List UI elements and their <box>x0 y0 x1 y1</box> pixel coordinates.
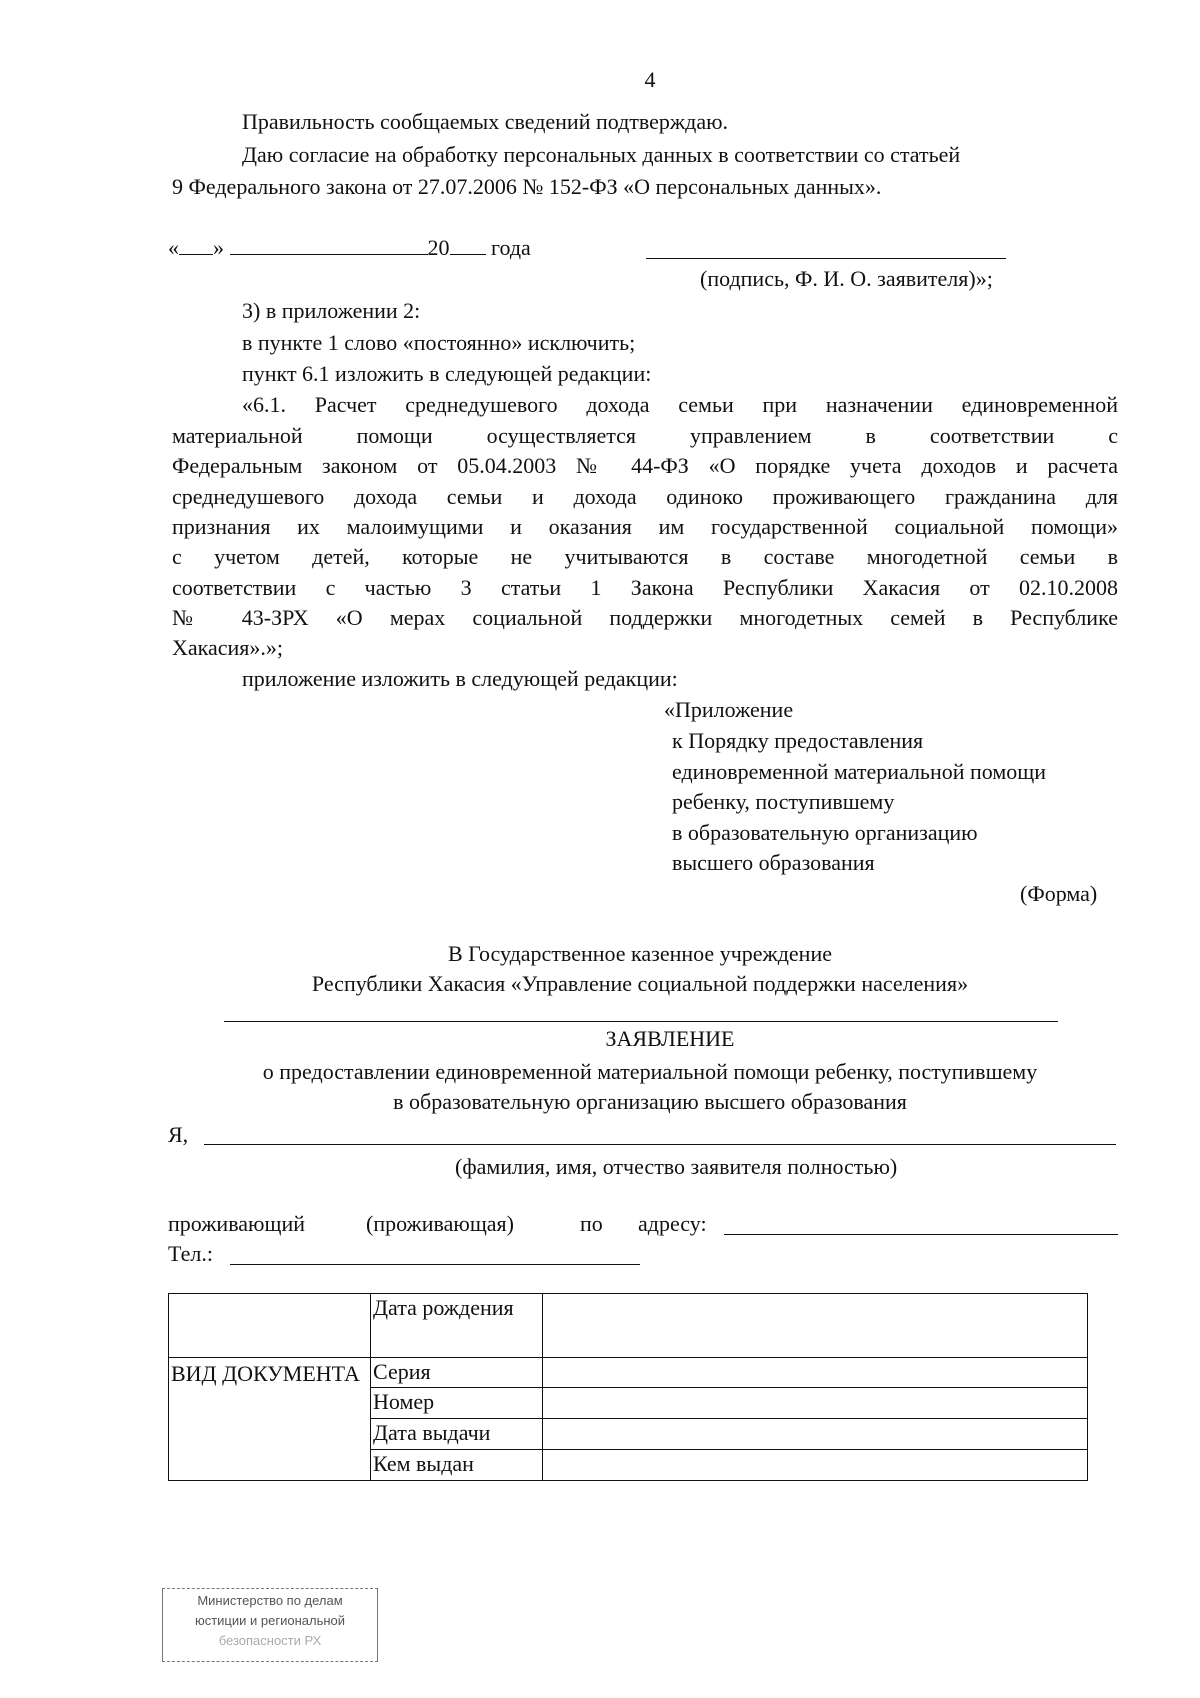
appendix-line-6: высшего образования <box>672 850 875 875</box>
signature-blank <box>646 258 1006 259</box>
table-cell-empty <box>169 1294 371 1358</box>
consent-line-1: Даю согласие на обработку персональных данных в соответствии со статьей <box>242 142 961 167</box>
address-blank <box>724 1234 1118 1235</box>
document-table <box>168 1293 1088 1481</box>
issue-date-label: Дата выдачи <box>371 1419 543 1450</box>
address-word-2: (проживающая) <box>366 1211 514 1236</box>
statement-title: ЗАЯВЛЕНИЕ <box>605 1026 735 1051</box>
statement-subtitle-1: о предоставлении единовременной материальной помощи ребенку, поступившему <box>262 1059 1038 1084</box>
p61-line-8: № 43-ЗРХ «О мерах социальной поддержки многодетных семей в Республике <box>172 605 1118 630</box>
page-number: 4 <box>644 67 656 92</box>
form-label: (Форма) <box>1020 881 1098 906</box>
p61-line-7: соответствии с частью 3 статьи 1 Закона Республики Хакасия от 02.10.2008 <box>172 575 1118 600</box>
address-word-1: проживающий <box>168 1211 305 1236</box>
confirmation-line: Правильность сообщаемых сведений подтверждаю. <box>242 109 729 134</box>
quote-open: « <box>168 235 179 260</box>
number-value <box>543 1388 1088 1419</box>
year-blank <box>450 234 486 255</box>
phone-label: Тел.: <box>168 1241 213 1266</box>
century: 20 <box>427 235 450 260</box>
item-3-b: пункт 6.1 изложить в следующей редакции: <box>242 361 652 386</box>
stamp-line-3: безопасности РХ <box>218 1633 322 1648</box>
appendix-line-2: к Порядку предоставления <box>672 728 924 753</box>
p61-line-5: признания их малоимущими и оказания им государственной социальной помощи» <box>172 514 1118 539</box>
appendix-line-3: единовременной материальной помощи <box>672 759 1046 784</box>
ministry-stamp <box>162 1588 378 1662</box>
table-row <box>169 1358 1088 1388</box>
appendix-line-4: ребенку, поступившему <box>672 789 895 814</box>
addressee-line-1: В Государственное казенное учреждение <box>448 941 832 966</box>
quote-close: » <box>213 235 224 260</box>
appendix-intro: приложение изложить в следующей редакции: <box>242 666 678 691</box>
addressee-line-2: Республики Хакасия «Управление социальной поддержки населения» <box>311 971 969 996</box>
appendix-line-5: в образовательную организацию <box>672 820 978 845</box>
stamp-line-2: юстиции и региональной <box>194 1613 346 1628</box>
item-3: 3) в приложении 2: <box>242 298 421 323</box>
fio-caption: (фамилия, имя, отчество заявителя полностью) <box>455 1154 898 1179</box>
birth-date-value <box>543 1294 1088 1358</box>
p61-line-3: Федеральным законом от 05.04.2003 № 44-ФЗ «О порядке учета доходов и расчета <box>172 453 1118 478</box>
p61-line-6: с учетом детей, которые не учитываются в составе многодетной семьи в <box>172 544 1118 569</box>
series-label: Серия <box>371 1358 543 1388</box>
birth-date-label: Дата рождения <box>371 1294 543 1358</box>
number-label: Номер <box>371 1388 543 1419</box>
issued-by-label: Кем выдан <box>371 1450 543 1481</box>
p61-line-2: материальной помощи осуществляется управлением в соответствии с <box>172 423 1118 448</box>
year-word: года <box>491 235 531 260</box>
p61-line-4: среднедушевого дохода семьи и дохода одиноко проживающего гражданина для <box>172 484 1118 509</box>
phone-blank <box>230 1264 640 1265</box>
p61-line-9: Хакасия».»; <box>172 635 284 660</box>
address-word-4: адресу: <box>638 1211 707 1236</box>
month-blank <box>230 234 428 255</box>
date-line <box>168 234 531 263</box>
i-label: Я, <box>168 1122 189 1147</box>
issued-by-value <box>543 1450 1088 1481</box>
p61-line-1: «6.1. Расчет среднедушевого дохода семьи при назначении единовременной <box>242 392 1118 417</box>
appendix-line-1: «Приложение <box>664 697 794 722</box>
issue-date-value <box>543 1419 1088 1450</box>
series-value <box>543 1358 1088 1388</box>
stamp-line-1: Министерство по делам <box>197 1593 343 1608</box>
item-3-a: в пункте 1 слово «постоянно» исключить; <box>242 330 636 355</box>
table-row <box>169 1294 1088 1358</box>
day-blank <box>179 234 213 255</box>
doc-type-label: ВИД ДОКУМЕНТА <box>169 1358 371 1481</box>
address-word-3: по <box>580 1211 603 1236</box>
statement-subtitle-2: в образовательную организацию высшего образования <box>393 1089 907 1114</box>
addressee-rule <box>224 1021 1058 1022</box>
consent-line-2: 9 Федерального закона от 27.07.2006 № 152-ФЗ «О персональных данных». <box>172 174 882 199</box>
fio-blank <box>204 1144 1116 1145</box>
signature-caption: (подпись, Ф. И. О. заявителя)»; <box>700 266 993 291</box>
